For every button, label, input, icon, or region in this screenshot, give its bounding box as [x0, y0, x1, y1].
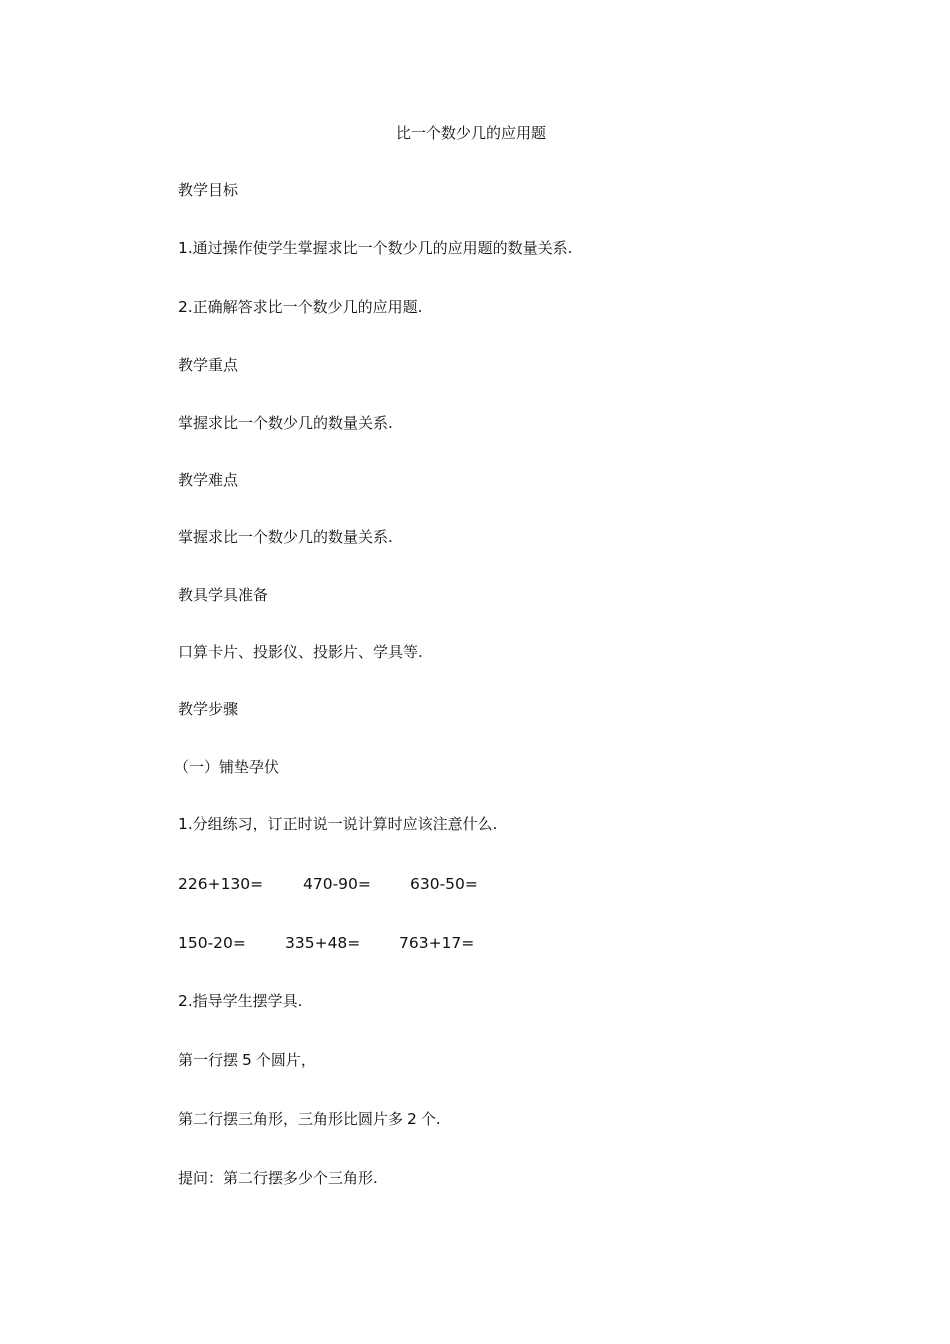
calc-expression: 150-20= — [178, 934, 246, 952]
practice-item-1 — [178, 813, 497, 835]
goal-item-2-number: 2 — [178, 298, 188, 316]
goal-item-2 — [178, 296, 422, 318]
practice-item-2 — [178, 990, 302, 1012]
row-2-number: 2 — [407, 1110, 417, 1128]
step-1-heading: （一）铺垫孕伏 — [174, 758, 280, 776]
document-title: 比一个数少几的应用题 — [395, 124, 546, 142]
tools-text: 口算卡片、投影仪、投影片、学具等. — [178, 643, 423, 661]
calc-expression: 470-90= — [303, 875, 371, 893]
question-text: 提问：第二行摆多少个三角形. — [178, 1169, 378, 1187]
difficulty-heading: 教学难点 — [178, 471, 239, 489]
row-1-instruction — [178, 1049, 316, 1071]
row-1-prefix: 第一行摆 — [178, 1051, 239, 1069]
row-1-suffix: 个圆片， — [255, 1051, 316, 1069]
difficulty-text: 掌握求比一个数少几的数量关系. — [178, 528, 393, 546]
practice-item-2-number: 2 — [178, 992, 188, 1010]
goal-item-1-number: 1 — [178, 239, 188, 257]
row-2-prefix: 第二行摆三角形，三角形比圆片多 — [178, 1110, 404, 1128]
practice-item-1-text: .分组练习，订正时说一说计算时应该注意什么. — [187, 815, 498, 833]
practice-item-1-number: 1 — [178, 815, 188, 833]
goal-item-1-text: .通过操作使学生掌握求比一个数少几的应用题的数量关系. — [187, 239, 573, 257]
goal-item-1 — [178, 237, 572, 259]
key-point-text: 掌握求比一个数少几的数量关系. — [178, 414, 393, 432]
calc-expression: 763+17= — [399, 934, 475, 952]
calc-expression: 630-50= — [410, 875, 478, 893]
tools-heading: 教具学具准备 — [178, 586, 269, 604]
goal-item-2-text: .正确解答求比一个数少几的应用题. — [187, 298, 423, 316]
row-1-number: 5 — [242, 1051, 252, 1069]
row-2-suffix: 个. — [420, 1110, 441, 1128]
row-2-instruction — [178, 1108, 441, 1130]
steps-heading: 教学步骤 — [178, 700, 239, 718]
practice-item-2-text: .指导学生摆学具. — [187, 992, 303, 1010]
key-point-heading: 教学重点 — [178, 356, 239, 374]
calc-expression: 226+130= — [178, 875, 264, 893]
calc-expression: 335+48= — [285, 934, 361, 952]
goal-heading: 教学目标 — [178, 181, 239, 199]
